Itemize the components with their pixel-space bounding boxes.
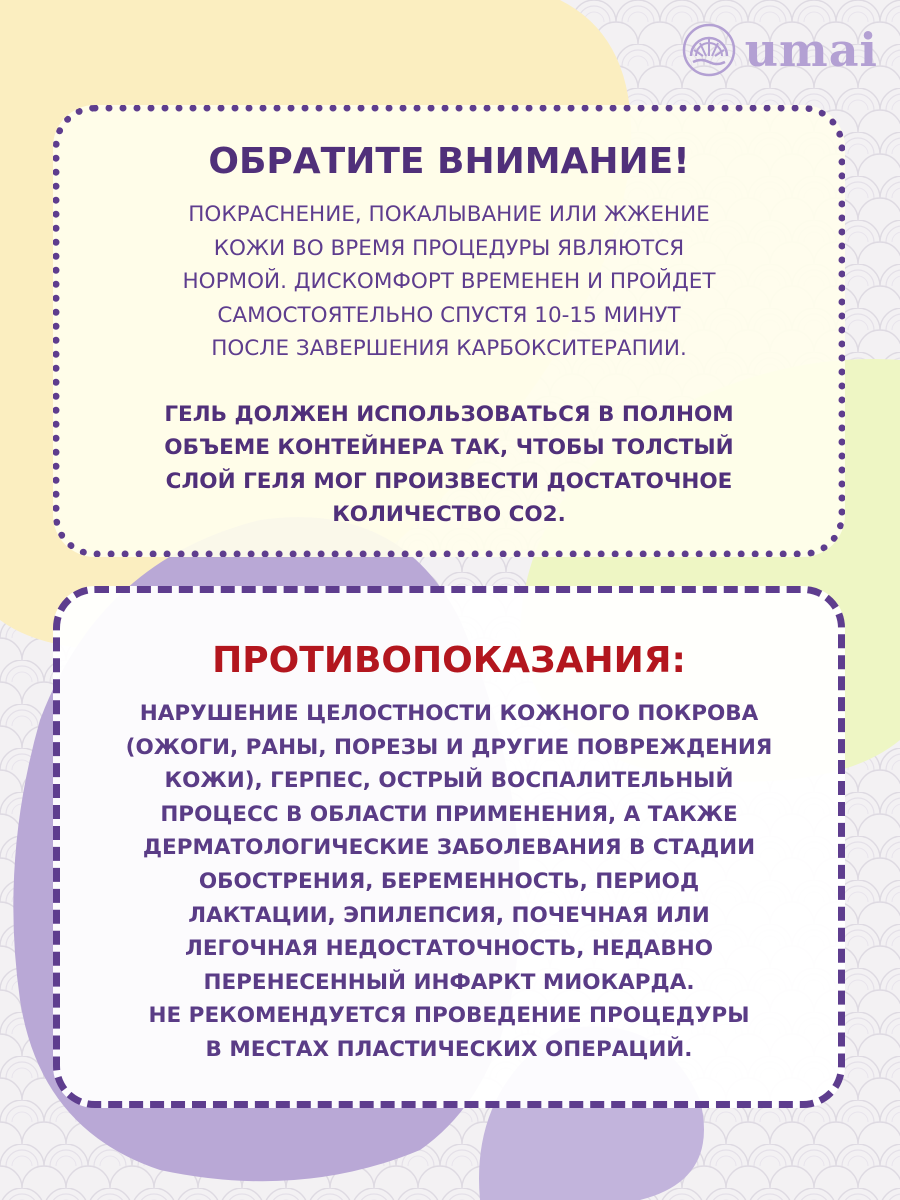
brand-name: umai [744,23,878,77]
notice-card [53,105,845,557]
fan-shell-icon [681,22,737,78]
contraindications-card [53,586,845,1108]
brand-logo [681,22,878,78]
notice-title: ОБРАТИТЕ ВНИМАНИЕ! [208,141,690,182]
contraindications-title: ПРОТИВОПОКАЗАНИЯ: [212,640,686,681]
notice-text: ПОКРАСНЕНИЕ, ПОКАЛЫВАНИЕ ИЛИ ЖЖЕНИЕ КОЖИ ВО ВРЕМЯ ПРОЦЕДУРЫ ЯВЛЯЮТСЯ НОРМОЙ. ДИСКОМФОРТ ВРЕМЕНЕН И ПРОЙДЕТ САМОСТОЯТЕЛЬНО СПУСТЯ 10-15 МИНУТ ПОСЛЕ ЗАВЕРШЕНИЯ КАРБОКСИТЕРАПИИ. [182,202,716,361]
contraindications-text: НАРУШЕНИЕ ЦЕЛОСТНОСТИ КОЖНОГО ПОКРОВА (ОЖОГИ, РАНЫ, ПОРЕЗЫ И ДРУГИЕ ПОВРЕЖДЕНИЯ КОЖИ), ГЕРПЕС, ОСТРЫЙ ВОСПАЛИТЕЛЬНЫЙ ПРОЦЕСС В ОБЛАСТИ ПРИМЕНЕНИЯ, А ТАКЖЕ ДЕРМАТОЛОГИЧЕСКИЕ ЗАБОЛЕВАНИЯ В СТАДИИ ОБОСТРЕНИЯ, БЕРЕМЕННОСТЬ, ПЕРИОД ЛАКТАЦИИ, ЭПИЛЕПСИЯ, ПОЧЕЧНАЯ ИЛИ ЛЕГОЧНАЯ НЕДОСТАТОЧНОСТЬ, НЕДАВНО ПЕРЕНЕСЕННЫЙ ИНФАРКТ МИОКАРДА. НЕ РЕКОМЕНДУЕТСЯ ПРОВЕДЕНИЕ ПРОЦЕДУРЫ В МЕСТАХ ПЛАСТИЧЕСКИХ ОПЕРАЦИЙ. [125,701,773,1062]
notice-bold-text: ГЕЛЬ ДОЛЖЕН ИСПОЛЬЗОВАТЬСЯ В ПОЛНОМ ОБЪЕМЕ КОНТЕЙНЕРА ТАК, ЧТОБЫ ТОЛСТЫЙ СЛОЙ ГЕЛЯ МОГ ПРОИЗВЕСТИ ДОСТАТОЧНОЕ КОЛИЧЕСТВО СО2. [164,401,734,527]
